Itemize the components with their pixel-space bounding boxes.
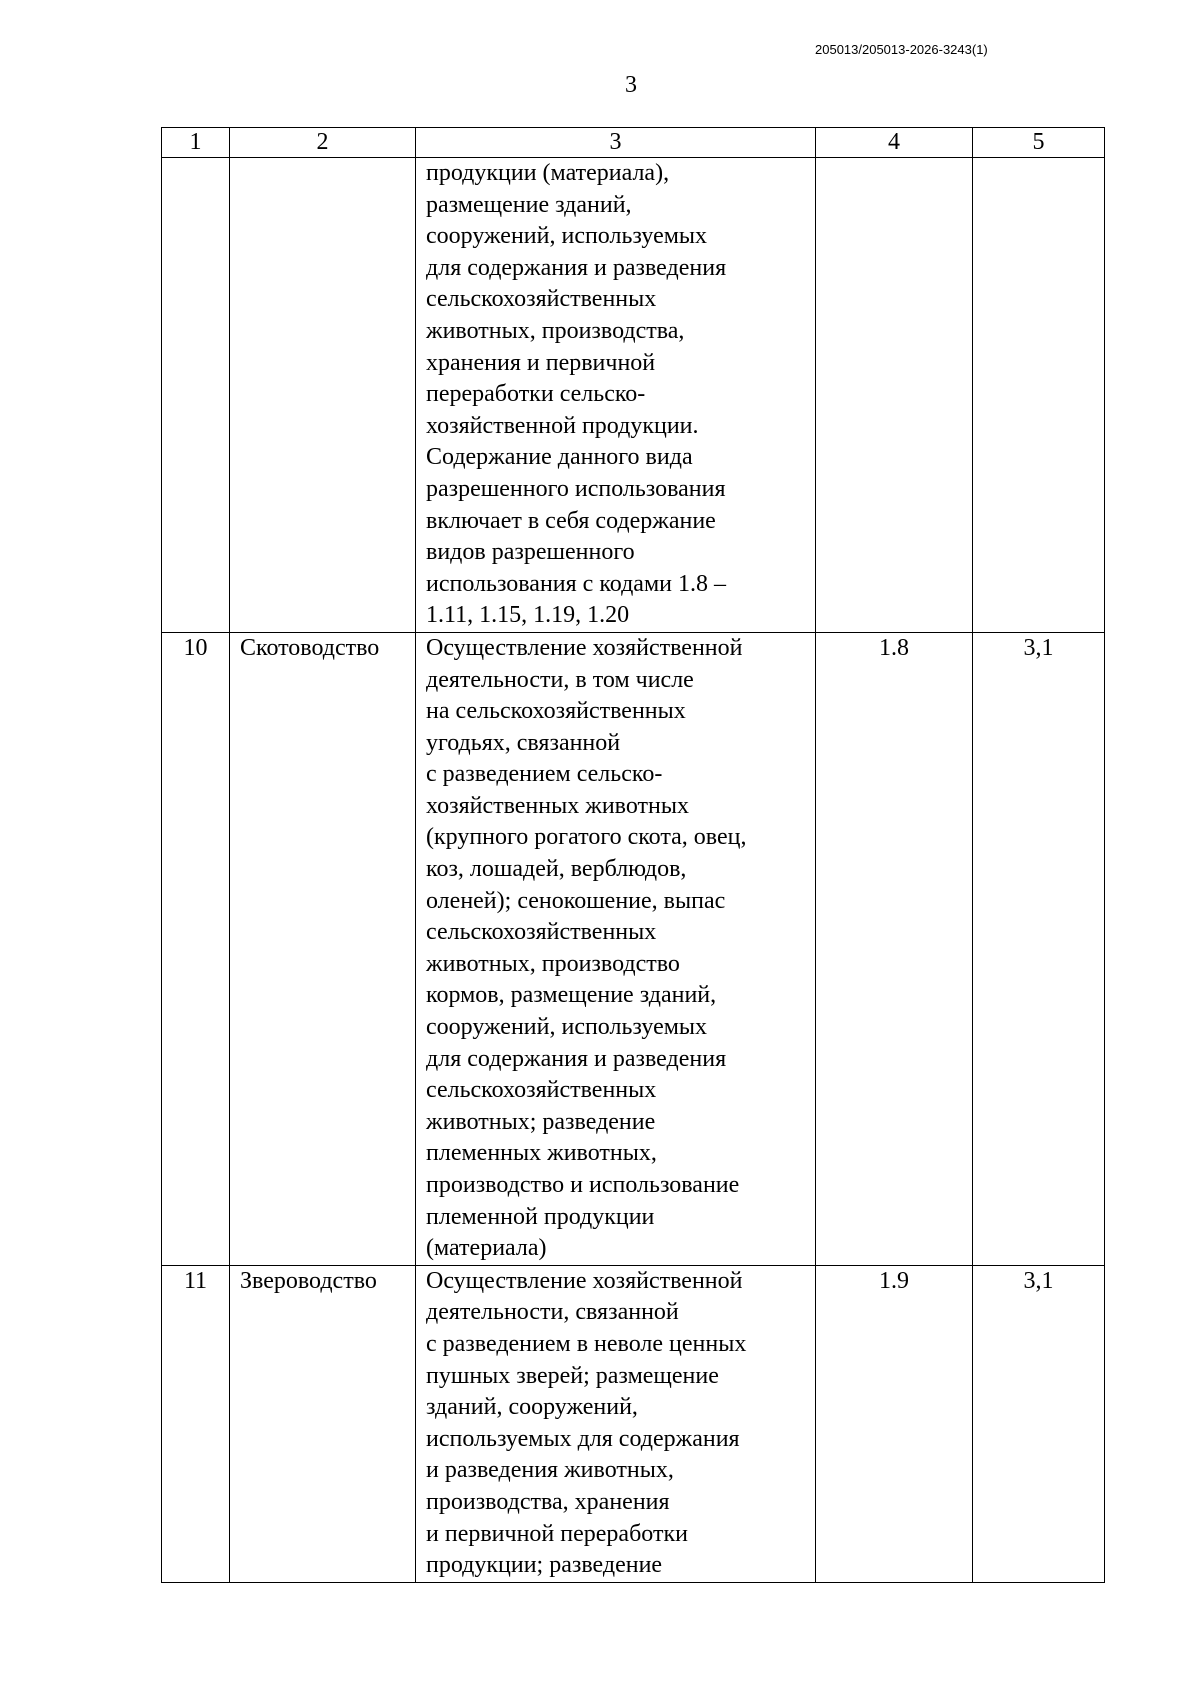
- coefficient-value: 3,1: [973, 1265, 1105, 1582]
- page-number: 3: [625, 72, 637, 98]
- description-line: зданий, сооружений,: [426, 1394, 638, 1421]
- description-line: для содержания и разведения: [426, 1045, 727, 1072]
- column-header-1: 1: [162, 128, 230, 158]
- description-line: продукции; разведение: [426, 1552, 663, 1579]
- description-line: животных; разведение: [426, 1108, 656, 1135]
- land-use-name: [230, 158, 416, 633]
- description-line: сооружений, используемых: [426, 223, 708, 250]
- row-number: 10: [162, 632, 230, 1265]
- description-line: Осуществление хозяйственной: [426, 634, 743, 661]
- column-header-2: 2: [230, 128, 416, 158]
- description-line: сельскохозяйственных: [426, 919, 657, 946]
- description-line: и первичной переработки: [426, 1520, 688, 1547]
- row-number: 11: [162, 1265, 230, 1582]
- description-line: (крупного рогатого скота, овец,: [426, 824, 747, 851]
- document-id: 205013/205013-2026-3243(1): [815, 42, 988, 57]
- land-use-code: 1.8: [816, 632, 973, 1265]
- column-header-5: 5: [973, 128, 1105, 158]
- description-line: Содержание данного вида: [426, 444, 693, 471]
- land-use-name: Звероводство: [230, 1265, 416, 1582]
- land-use-name: Скотоводство: [230, 632, 416, 1265]
- description-line: племенных животных,: [426, 1140, 657, 1167]
- description-line: оленей); сенокошение, выпас: [426, 887, 726, 914]
- description-line: с разведением сельско-: [426, 761, 663, 788]
- description-line: животных, производства,: [426, 317, 685, 344]
- land-use-code: 1.9: [816, 1265, 973, 1582]
- coefficient-value: [973, 158, 1105, 633]
- description-line: и разведения животных,: [426, 1457, 674, 1484]
- description-line: производства, хранения: [426, 1488, 670, 1515]
- description-line: хранения и первичной: [426, 349, 656, 376]
- description-line: деятельности, связанной: [426, 1299, 679, 1326]
- description-line: включает в себя содержание: [426, 507, 716, 534]
- description-line: коз, лошадей, верблюдов,: [426, 856, 687, 883]
- description-line: используемых для содержания: [426, 1425, 740, 1452]
- land-use-description: [416, 632, 816, 1265]
- description-line: размещение зданий,: [426, 191, 632, 218]
- table-row: [162, 158, 1105, 633]
- table-row: [162, 1265, 1105, 1582]
- coefficient-value: 3,1: [973, 632, 1105, 1265]
- description-line: на сельскохозяйственных: [426, 698, 686, 725]
- description-line: использования с кодами 1.8 –: [426, 570, 726, 597]
- description-line: хозяйственной продукции.: [426, 412, 699, 439]
- land-use-code: [816, 158, 973, 633]
- table-body: [162, 158, 1105, 1583]
- description-line: разрешенного использования: [426, 475, 726, 502]
- description-line: хозяйственных животных: [426, 792, 689, 819]
- description-line: 1.11, 1.15, 1.19, 1.20: [426, 602, 630, 629]
- description-line: Осуществление хозяйственной: [426, 1267, 743, 1294]
- table-header-row: [162, 128, 1105, 158]
- description-line: сельскохозяйственных: [426, 1077, 657, 1104]
- column-header-3: 3: [416, 128, 816, 158]
- description-line: для содержания и разведения: [426, 254, 727, 281]
- description-line: угодьях, связанной: [426, 729, 621, 756]
- description-line: сельскохозяйственных: [426, 286, 657, 313]
- description-line: деятельности, в том числе: [426, 666, 694, 693]
- description-line: продукции (материала),: [426, 160, 670, 186]
- description-line: производство и использование: [426, 1172, 740, 1198]
- description-line: животных, производство: [426, 950, 680, 977]
- description-line: с разведением в неволе ценных: [426, 1330, 747, 1357]
- description-line: кормов, размещение зданий,: [426, 982, 717, 1009]
- land-use-table: [161, 127, 1105, 1583]
- land-use-description: [416, 158, 816, 633]
- description-line: племенной продукции: [426, 1203, 655, 1230]
- land-use-description: [416, 1265, 816, 1582]
- description-line: пушных зверей; размещение: [426, 1362, 719, 1389]
- description-line: видов разрешенного: [426, 539, 635, 566]
- description-line: сооружений, используемых: [426, 1014, 708, 1041]
- description-line: переработки сельско-: [426, 381, 646, 408]
- row-number: [162, 158, 230, 633]
- description-line: (материала): [426, 1235, 547, 1262]
- table-row: [162, 632, 1105, 1265]
- column-header-4: 4: [816, 128, 973, 158]
